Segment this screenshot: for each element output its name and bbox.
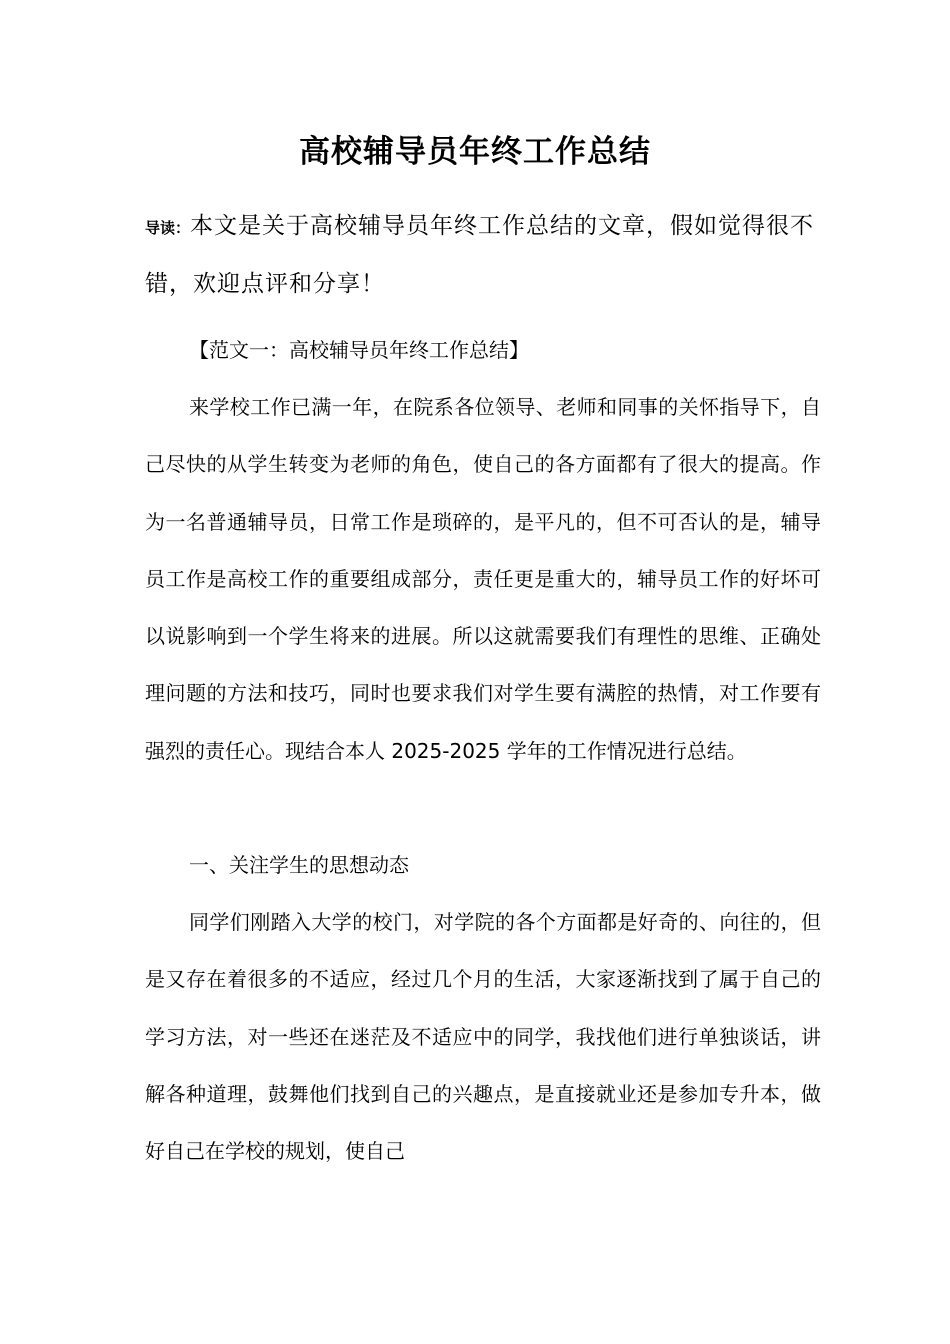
intro-text: 本文是关于高校辅导员年终工作总结的文章，假如觉得很不错，欢迎点评和分享！ <box>145 213 815 297</box>
intro-block <box>145 198 817 312</box>
section-heading: 【范文一：高校辅导员年终工作总结】 <box>189 338 529 362</box>
document-title: 高校辅导员年终工作总结 <box>299 134 651 170</box>
intro-label: 导读： <box>145 219 191 237</box>
paragraph-2: 同学们刚踏入大学的校门，对学院的各个方面都是好奇的、向往的，但是又存在着很多的不适应，经过几个月的生活，大家逐渐找到了属于自己的学习方法，对一些还在迷茫及不适应中的同学，我找他们进行单独谈话，讲解各种道理，鼓舞他们找到自己的兴趣点，是直接就业还是参加专升本，做好自己在学校的规划，使自己 <box>145 910 821 1164</box>
subheading-1: 一、关注学生的思想动态 <box>189 853 409 877</box>
paragraph-1: 来学校工作已满一年，在院系各位领导、老师和同事的关怀指导下，自己尽快的从学生转变为老师的角色，使自己的各方面都有了很大的提高。作为一名普通辅导员，日常工作是琐碎的，是平凡的，但不可否认的是，辅导员工作是高校工作的重要组成部分，责任更是重大的，辅导员工作的好坏可以说影响到一个学生将来的进展。所以这就需要我们有理性的思维、正确处理问题的方法和技巧，同时也要求我们对学生要有满腔的热情，对工作要有强烈的责任心。现结合本人 2025-2025 学年的工作情况进行总结。 <box>145 395 821 763</box>
